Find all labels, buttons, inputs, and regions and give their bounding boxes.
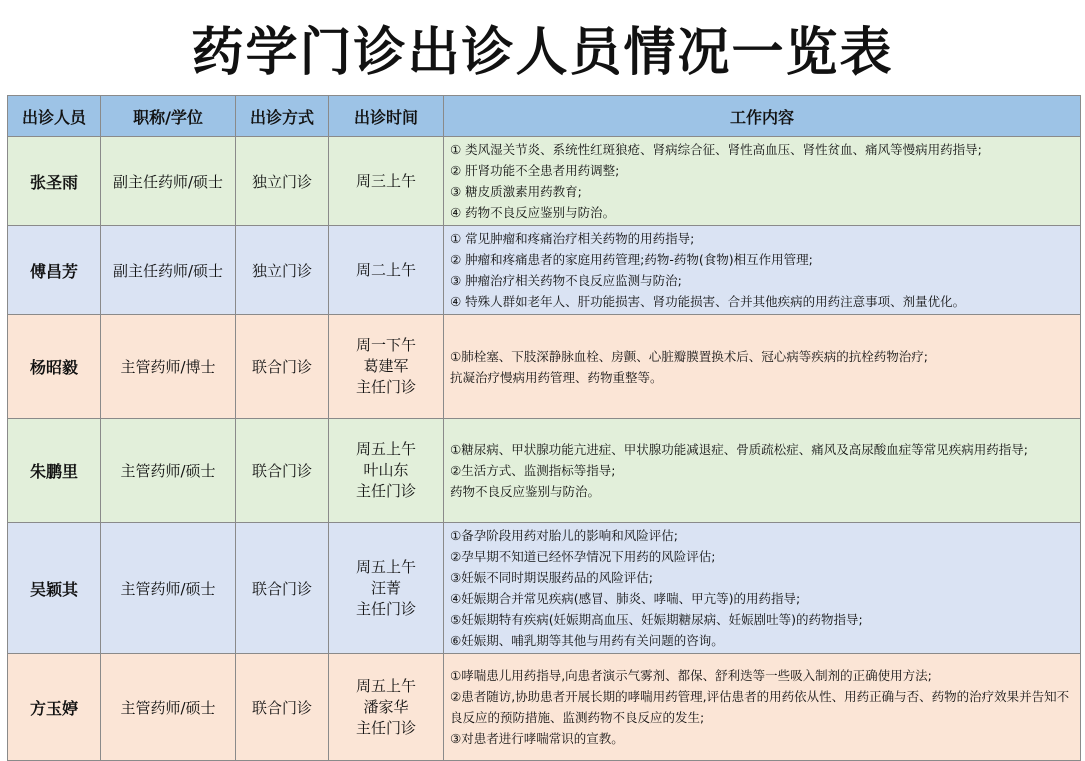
work-item: ④妊娠期合并常见疾病(感冒、肺炎、哮喘、甲亢等)的用药指导;: [450, 591, 801, 606]
clinic-time-line: 周五上午: [355, 676, 416, 695]
work-item: 抗凝治疗慢病用药管理、药物重整等。: [450, 369, 663, 385]
staff-title: 副主任药师/硕士: [101, 137, 236, 226]
staff-name: 傅昌芳: [8, 226, 101, 315]
clinic-time: [329, 137, 444, 226]
page-title: 药学门诊出诊人员情况一览表: [191, 23, 894, 83]
table-row: [8, 419, 1081, 523]
staff-name: 朱鹏里: [8, 419, 101, 523]
clinic-time-line: 周一下午: [355, 336, 416, 354]
staff-title: 主管药师/硕士: [101, 523, 236, 654]
work-item: ①糖尿病、甲状腺功能亢进症、甲状腺功能减退症、骨质疏松症、痛风及高尿酸血症等常见疾病用药指导;: [450, 442, 1028, 457]
work-item: ①备孕阶段用药对胎儿的影响和风险评估;: [450, 528, 678, 543]
clinic-time: [329, 226, 444, 315]
clinic-mode: 独立门诊: [236, 226, 329, 315]
work-item: ⑤妊娠期特有疾病(妊娠期高血压、妊娠期糖尿病、妊娠剧吐等)的药物指导;: [450, 612, 863, 627]
work-item: ③妊娠不同时期误服药品的风险评估;: [450, 570, 653, 585]
work-item: ③对患者进行哮喘常识的宣教。: [450, 731, 624, 746]
staff-title: 副主任药师/硕士: [101, 226, 236, 315]
table-row: [8, 315, 1081, 419]
clinic-time: [329, 654, 444, 761]
header-mode: 出诊方式: [236, 96, 329, 137]
work-item: ⑥妊娠期、哺乳期等其他与用药有关问题的咨询。: [450, 633, 724, 648]
staff-name: 吴颖其: [8, 523, 101, 654]
table-header-row: [8, 96, 1081, 137]
work-item: ④ 特殊人群如老年人、肝功能损害、肾功能损害、合并其他疾病的用药注意事项、剂量优化。: [450, 294, 966, 309]
work-item: ① 常见肿瘤和疼痛治疗相关药物的用药指导;: [450, 231, 695, 246]
work-content: [444, 419, 1081, 523]
staff-title: 主管药师/硕士: [101, 654, 236, 761]
work-item: ①肺栓塞、下肢深静脉血栓、房颤、心脏瓣膜置换术后、冠心病等疾病的抗栓药物治疗;: [450, 348, 928, 364]
staff-name: 方玉婷: [8, 654, 101, 761]
staff-name: 张圣雨: [8, 137, 101, 226]
clinic-doctor: 叶山东: [363, 461, 409, 479]
work-content: [444, 315, 1081, 419]
work-item: ② 肝肾功能不全患者用药调整;: [450, 163, 620, 178]
clinic-mode: 联合门诊: [236, 523, 329, 654]
clinic-doctor: 潘家华: [363, 697, 409, 716]
work-item: ④ 药物不良反应鉴别与防治。: [450, 205, 616, 220]
clinic-type: 主任门诊: [355, 482, 416, 500]
clinic-time: [329, 315, 444, 419]
clinic-mode: 独立门诊: [236, 137, 329, 226]
staff-table: [7, 95, 1081, 761]
clinic-type: 主任门诊: [355, 718, 416, 737]
work-item: ②生活方式、监测指标等指导;: [450, 463, 616, 478]
work-item: ②孕早期不知道已经怀孕情况下用药的风险评估;: [450, 549, 716, 564]
clinic-doctor: 葛建军: [363, 357, 409, 375]
clinic-time-line: 周五上午: [355, 557, 416, 576]
staff-title: 主管药师/硕士: [101, 419, 236, 523]
table-row: [8, 226, 1081, 315]
header-staff: 出诊人员: [8, 96, 101, 137]
work-item: ③ 肿瘤治疗相关药物不良反应监测与防治;: [450, 273, 682, 288]
clinic-type: 主任门诊: [355, 599, 416, 618]
clinic-time-line: 周三上午: [355, 171, 416, 190]
table-row: [8, 523, 1081, 654]
work-item: ② 肿瘤和疼痛患者的家庭用药管理;药物-药物(食物)相互作用管理;: [450, 252, 813, 267]
clinic-mode: 联合门诊: [236, 419, 329, 523]
header-title-degree: 职称/学位: [101, 96, 236, 137]
clinic-time: [329, 523, 444, 654]
clinic-time-line: 周五上午: [355, 440, 416, 458]
header-time: 出诊时间: [329, 96, 444, 137]
work-item: ③ 糖皮质激素用药教育;: [450, 184, 582, 199]
clinic-time: [329, 419, 444, 523]
clinic-type: 主任门诊: [355, 378, 416, 396]
work-content: [444, 654, 1081, 761]
table-row: [8, 137, 1081, 226]
work-item: ②患者随访,协助患者开展长期的哮喘用药管理,评估患者的用药依从性、用药正确与否、药物的治疗效果并告知不良反应的预防措施、监测药物不良反应的发生;: [450, 689, 1070, 725]
work-item: ①哮喘患儿用药指导,向患者演示气雾剂、都保、舒利迭等一些吸入制剂的正确使用方法;: [450, 668, 932, 683]
clinic-time-line: 周二上午: [355, 260, 416, 279]
clinic-mode: 联合门诊: [236, 315, 329, 419]
work-content: [444, 137, 1081, 226]
staff-name: 杨昭毅: [8, 315, 101, 419]
header-work: 工作内容: [444, 96, 1081, 137]
clinic-doctor: 汪菁: [370, 578, 401, 597]
work-content: [444, 226, 1081, 315]
table-row: [8, 654, 1081, 761]
work-item: ① 类风湿关节炎、系统性红斑狼疮、肾病综合征、肾性高血压、肾性贫血、痛风等慢病用药指导;: [450, 142, 982, 157]
staff-title: 主管药师/博士: [101, 315, 236, 419]
clinic-mode: 联合门诊: [236, 654, 329, 761]
work-content: [444, 523, 1081, 654]
work-item: 药物不良反应鉴别与防治。: [450, 484, 601, 499]
